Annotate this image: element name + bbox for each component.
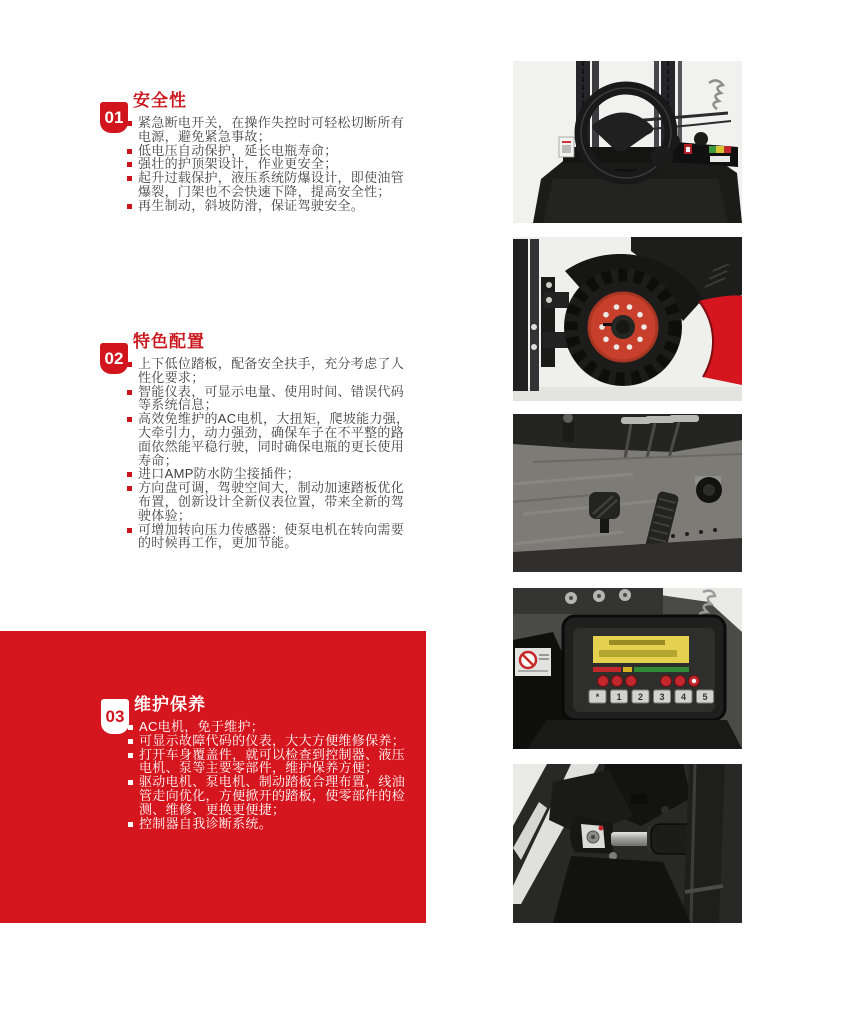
list-item: 紧急断电开关，在操作失控时可轻松切断所有电源，避免紧急事故； xyxy=(127,116,413,144)
lcd-screen xyxy=(593,636,689,663)
photo-steering-wheel xyxy=(513,61,742,223)
list-item: 打开车身覆盖件，就可以检查到控制器、液压电机、泵等主要零部件，维护保养方便； xyxy=(128,748,414,776)
bullet-square-icon xyxy=(127,528,132,533)
photo-drive-wheel xyxy=(513,237,742,401)
bullet-square-icon xyxy=(128,822,133,827)
section-title: 安全性 xyxy=(133,91,187,110)
list-item: 起升过载保护，液压系统防爆设计，即使油管爆裂，门架也不会快速下降，提高安全性； xyxy=(127,171,413,199)
left-label xyxy=(559,137,574,157)
section-number: 03 xyxy=(105,706,125,726)
bullet-square-icon xyxy=(127,149,132,154)
list-item: 驱动电机、泵电机、制动踏板合理布置，线油管走向优化，方便掀开的踏板，使零部件的检测、维修、更换更便捷； xyxy=(128,775,414,816)
list-item: 控制器自我诊断系统。 xyxy=(128,817,414,831)
key-label: 3 xyxy=(659,692,665,702)
key-label: 1 xyxy=(616,692,622,702)
tire-icon xyxy=(564,268,682,386)
bullet-square-icon xyxy=(127,390,132,395)
list-item: 高效免维护的AC电机，大扭矩，爬坡能力强，大牵引力，动力强劲，确保车子在不平整的路面依然能平稳行驶，同时确保电瓶的更长使用寿命； xyxy=(127,412,413,467)
list-item: AC电机，免于维护； xyxy=(128,720,414,734)
bullet-list xyxy=(128,720,414,830)
list-item: 智能仪表，可显示电量、使用时间、错误代码等系统信息； xyxy=(127,385,413,413)
bullet-square-icon xyxy=(127,162,132,167)
bullet-list xyxy=(127,116,413,213)
section-safety xyxy=(100,91,430,213)
warning-label xyxy=(515,648,551,676)
key-label: * xyxy=(595,692,600,702)
section-number-badge-02 xyxy=(100,343,128,374)
photo-pedals xyxy=(513,414,742,572)
bullet-square-icon xyxy=(128,753,133,758)
list-item: 上下低位踏板，配备安全扶手，充分考虑了人性化要求； xyxy=(127,357,413,385)
bullet-square-icon xyxy=(127,204,132,209)
section-title: 维护保养 xyxy=(134,695,206,714)
key-label: 5 xyxy=(702,692,708,702)
bullet-square-icon xyxy=(127,176,132,181)
list-item: 可显示故障代码的仪表，大大方便维修保养； xyxy=(128,734,414,748)
bullet-square-icon xyxy=(127,417,132,422)
section-title: 特色配置 xyxy=(133,332,205,351)
key-label: 2 xyxy=(637,692,644,702)
list-item: 进口AMP防水防尘接插件； xyxy=(127,467,413,481)
battery-bar xyxy=(593,667,689,672)
list-item: 方向盘可调，驾驶空间大，制动加速踏板优化布置，创新设计全新仪表位置，带来全新的驾驶体验； xyxy=(127,481,413,522)
list-item: 可增加转向压力传感器：使泵电机在转向需要的时候再工作，更加节能。 xyxy=(127,523,413,551)
bullet-square-icon xyxy=(127,486,132,491)
key-label: 4 xyxy=(680,692,687,702)
section-number-badge-01 xyxy=(100,102,128,133)
bullet-square-icon xyxy=(128,739,133,744)
bullet-list xyxy=(127,357,413,550)
photo-instrument-panel xyxy=(513,588,742,749)
bullet-square-icon xyxy=(128,725,133,730)
list-item: 强壮的护顶架设计，作业更安全； xyxy=(127,157,413,171)
section-number-badge-03 xyxy=(101,699,129,734)
bullet-square-icon xyxy=(128,780,133,785)
bullet-square-icon xyxy=(127,472,132,477)
section-number: 02 xyxy=(104,348,124,368)
section-featured-config xyxy=(100,332,430,550)
photo-tilt-cylinder xyxy=(513,764,742,923)
section-number: 01 xyxy=(104,107,124,127)
list-item: 低电压自动保护，延长电瓶寿命； xyxy=(127,144,413,158)
frame-tube xyxy=(683,764,725,923)
list-item: 再生制动，斜坡防滑，保证驾驶安全。 xyxy=(127,199,413,213)
section-maintenance xyxy=(101,695,431,830)
